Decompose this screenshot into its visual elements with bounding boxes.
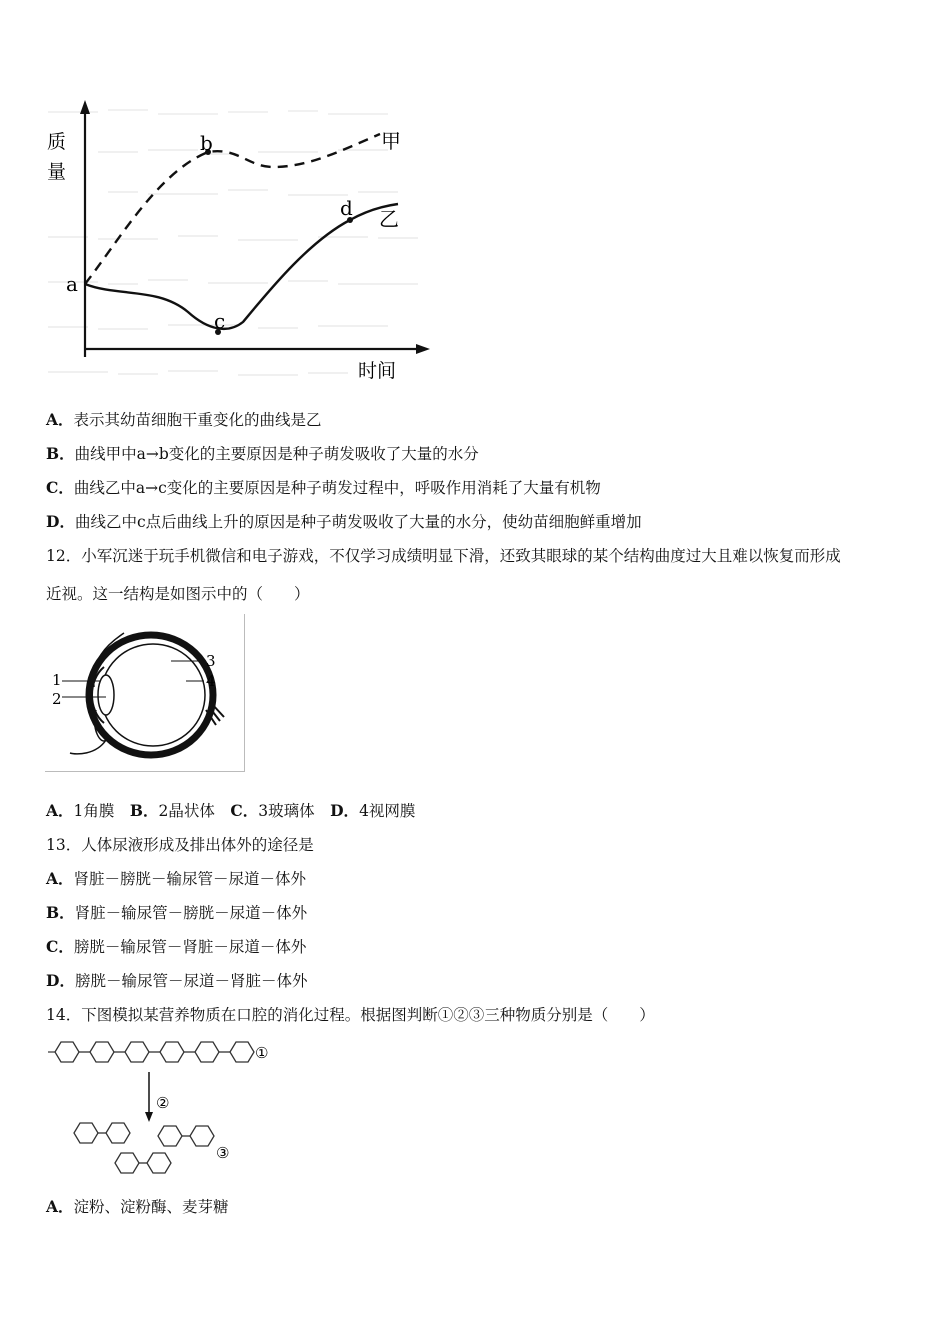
point-a-label: a	[66, 272, 78, 296]
option-letter: D．	[330, 801, 360, 820]
hexagon	[55, 1042, 79, 1062]
maltose-molecules	[74, 1123, 214, 1173]
hexagon	[158, 1126, 182, 1146]
eye-label-1: 1	[52, 671, 62, 689]
option-text: 4视网膜	[359, 802, 416, 820]
q13-option-c	[46, 937, 306, 957]
option-text: 膀胱－输尿管－肾脏－尿道－体外	[73, 938, 307, 956]
option-text: 淀粉、淀粉酶、麦芽糖	[73, 1198, 229, 1216]
option-text: 表示其幼苗细胞干重变化的曲线是乙	[73, 411, 322, 429]
hexagon	[74, 1123, 98, 1143]
x-axis-arrow	[416, 344, 430, 354]
option-letter: A．	[46, 869, 74, 888]
point-d-label: d	[340, 196, 353, 220]
option-letter: D．	[46, 512, 75, 531]
hexagon	[147, 1153, 171, 1173]
option-letter: C．	[230, 801, 259, 820]
option-text: 曲线乙中a→c变化的主要原因是种子萌发过程中，呼吸作用消耗了大量有机物	[73, 479, 601, 497]
q11-option-d	[46, 512, 642, 532]
label-3: ③	[216, 1144, 230, 1162]
point-b-label: b	[200, 131, 213, 155]
option-text: 曲线乙中c点后曲线上升的原因是种子萌发吸收了大量的水分，使幼苗细胞鲜重增加	[74, 513, 642, 531]
q11-option-c	[46, 478, 601, 498]
q11-option-a	[46, 410, 322, 430]
q14-option-a	[46, 1197, 229, 1217]
y-label-1: 质	[47, 131, 67, 153]
starch-chain	[55, 1042, 254, 1062]
curve-yi-label: 乙	[379, 207, 399, 231]
q14-stem: 14．下图模拟某营养物质在口腔的消化过程。根据图判断①②③三种物质分别是（ ）	[46, 1006, 655, 1024]
label-1: ①	[255, 1044, 269, 1062]
option-letter: A．	[46, 410, 74, 429]
q13-option-b	[46, 903, 307, 923]
hexagon	[230, 1042, 254, 1062]
eyeball-inner	[101, 644, 205, 746]
option-text: 肾脏－输尿管－膀胱－尿道－体外	[74, 904, 308, 922]
eye-label-2: 2	[52, 690, 62, 708]
graph-background-noise	[48, 110, 418, 375]
q12-stem-line2: 近视。这一结构是如图示中的（ ）	[46, 585, 310, 603]
q11-option-b	[46, 444, 479, 464]
reaction-arrow-head	[145, 1112, 153, 1122]
option-text: 曲线甲中a→b变化的主要原因是种子萌发吸收了大量的水分	[74, 445, 479, 463]
q12-options	[46, 801, 415, 821]
q13-option-a	[46, 869, 306, 889]
hexagon	[160, 1042, 184, 1062]
curve-jia	[85, 134, 380, 284]
option-text: 3玻璃体	[258, 802, 315, 820]
eye-label-3: 3	[206, 652, 216, 670]
hexagon	[106, 1123, 130, 1143]
option-letter: B．	[129, 801, 159, 820]
option-letter: D．	[46, 971, 75, 990]
x-label: 时间	[358, 360, 397, 382]
option-letter: B．	[46, 444, 75, 463]
hexagon	[125, 1042, 149, 1062]
option-text: 1角膜	[73, 802, 115, 820]
hexagon	[90, 1042, 114, 1062]
eye-label-4: 4	[206, 672, 216, 690]
q12-stem-line1: 12．小军沉迷于玩手机微信和电子游戏，不仅学习成绩明显下滑，还致其眼球的某个结构曲度过大且难以恢复而形成	[46, 547, 841, 565]
curve-jia-label: 甲	[381, 129, 401, 153]
eye-diagram	[46, 615, 244, 771]
option-letter: A．	[46, 801, 74, 820]
hexagon	[190, 1126, 214, 1146]
option-text: 肾脏－膀胱－输尿管－尿道－体外	[73, 870, 307, 888]
point-c-label: c	[214, 309, 226, 333]
label-2: ②	[156, 1094, 170, 1112]
option-text: 膀胱－输尿管－尿道－肾脏－体外	[74, 972, 308, 990]
mass-time-graph	[38, 92, 440, 392]
q13-option-d	[46, 971, 307, 991]
hexagon	[195, 1042, 219, 1062]
option-text: 2晶状体	[158, 802, 215, 820]
y-axis-arrow	[80, 100, 90, 114]
option-letter: B．	[46, 903, 75, 922]
option-letter: C．	[46, 478, 74, 497]
q13-stem: 13．人体尿液形成及排出体外的途径是	[46, 836, 314, 854]
y-label-2: 量	[47, 161, 67, 183]
starch-digestion-diagram	[46, 1036, 276, 1181]
option-letter: C．	[46, 937, 74, 956]
option-letter: A．	[46, 1197, 74, 1216]
hexagon	[115, 1153, 139, 1173]
